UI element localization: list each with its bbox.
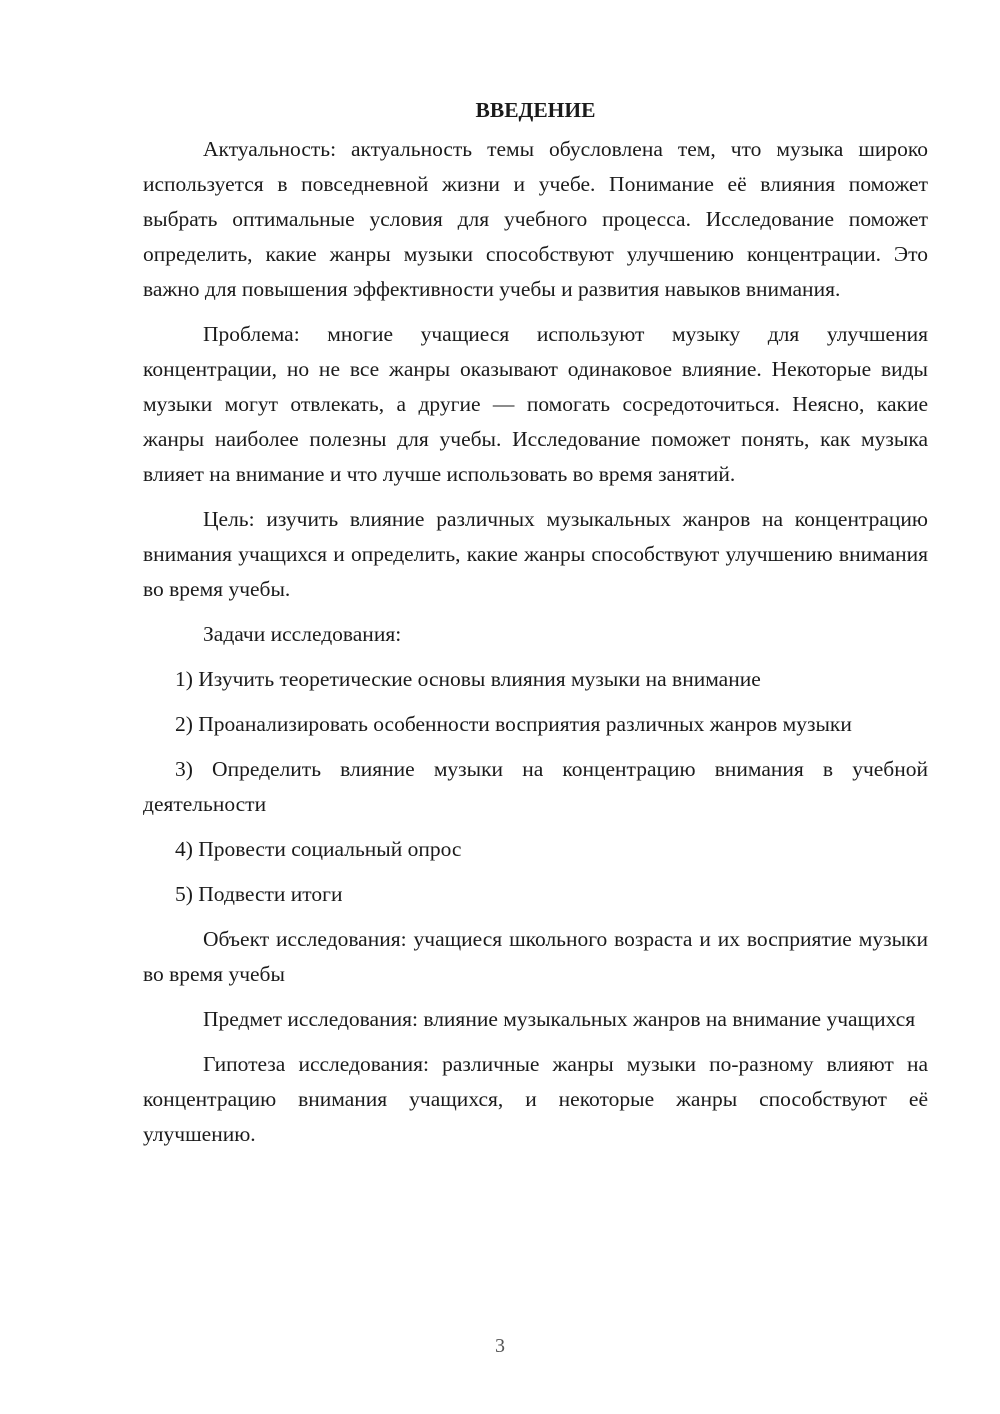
document-page [143, 95, 928, 1162]
task-item-2: 2) Проанализировать особенности восприятия различных жанров музыки [175, 712, 852, 736]
task-item-5: 5) Подвести итоги [175, 882, 343, 906]
object-paragraph: Объект исследования: учащиеся школьного возраста и их восприятие музыки во время учебы [143, 927, 928, 986]
goal-paragraph: Цель: изучить влияние различных музыкальных жанров на концентрацию внимания учащихся и определить, какие жанры способствуют улучшению внимания во время учебы. [143, 507, 928, 601]
relevance-paragraph: Актуальность: актуальность темы обусловлена тем, что музыка широко используется в повседневной жизни и учебе. Понимание её влияния поможет выбрать оптимальные условия для учебного процесса. Исследование поможет определить, какие жанры музыки способствуют улучшению концентрации. Это важно для повышения эффективности учебы и развития навыков внимания. [143, 137, 928, 301]
task-item-1: 1) Изучить теоретические основы влияния музыки на внимание [175, 667, 761, 691]
task-item-3: 3) Определить влияние музыки на концентрацию внимания в учебной деятельности [143, 757, 928, 816]
section-title: ВВЕДЕНИЕ [475, 98, 596, 122]
subject-paragraph: Предмет исследования: влияние музыкальных жанров на внимание учащихся [203, 1007, 916, 1031]
hypothesis-paragraph: Гипотеза исследования: различные жанры музыки по-разному влияют на концентрацию внимания учащихся, и некоторые жанры способствуют её улучшению. [143, 1052, 928, 1146]
tasks-heading: Задачи исследования: [203, 622, 402, 646]
task-item-4: 4) Провести социальный опрос [175, 837, 462, 861]
page-number: 3 [495, 1335, 505, 1357]
problem-paragraph: Проблема: многие учащиеся используют музыку для улучшения концентрации, но не все жанры оказывают одинаковое влияние. Некоторые виды музыки могут отвлекать, а другие — помогать сосредоточиться. Неясно, какие жанры наиболее полезны для учебы. Исследование поможет понять, как музыка влияет на внимание и что лучше использовать во время занятий. [143, 322, 928, 486]
